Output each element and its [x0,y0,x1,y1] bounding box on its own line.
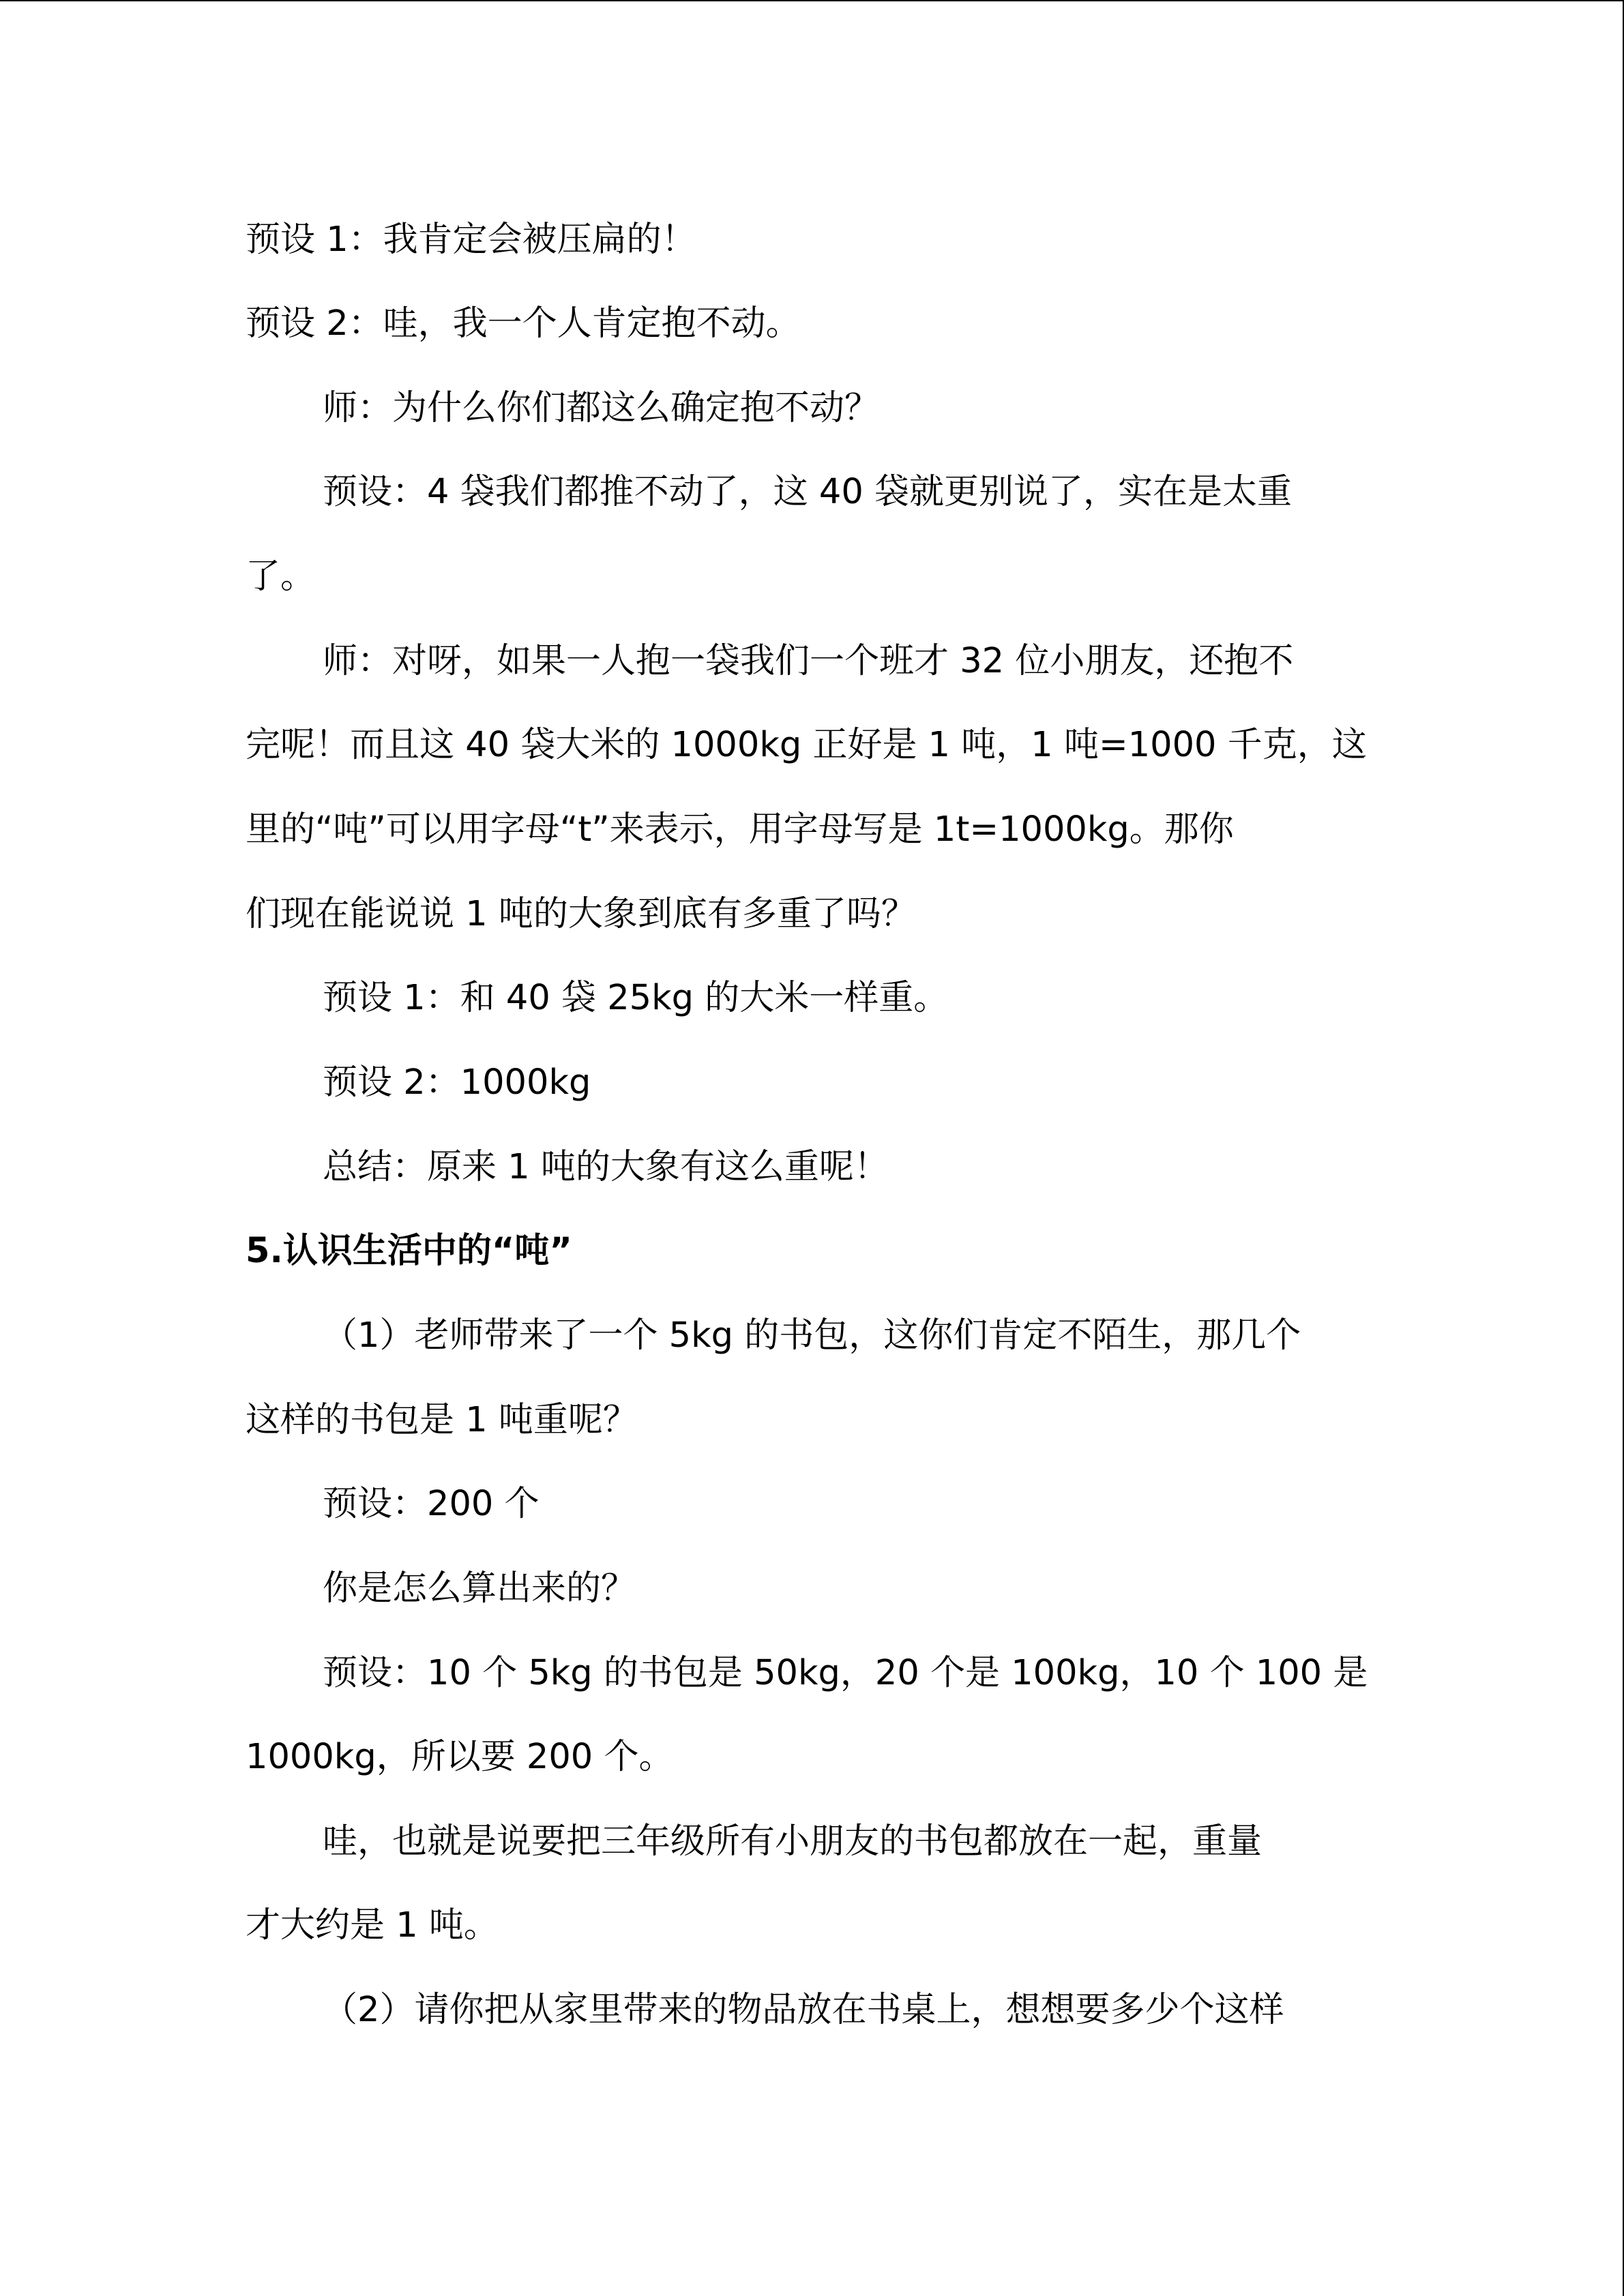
paragraph-line: 哇，也就是说要把三年级所有小朋友的书包都放在一起，重量 [323,1821,1263,1862]
paragraph-line: （2）请你把从家里带来的物品放在书桌上，想想要多少个这样 [323,1990,1284,2030]
paragraph-line: 了。 [246,556,316,597]
paragraph-line: 预设 2：1000kg [323,1062,591,1103]
paragraph-line: 师：为什么你们都这么确定抱不动？ [323,388,880,428]
paragraph-line: 预设 1：和 40 袋 25kg 的大米一样重。 [323,978,949,1018]
paragraph-line: 预设 1：我肯定会被压扁的！ [246,220,696,260]
paragraph-line: 里的“吨”可以用字母“t”来表示，用字母写是 1t=1000kg。那你 [246,809,1234,850]
paragraph-line: 师：对呀，如果一人抱一袋我们一个班才 32 位小朋友，还抱不 [323,641,1294,681]
paragraph-line: 才大约是 1 吨。 [246,1905,499,1945]
paragraph-line: 完呢！而且这 40 袋大米的 1000kg 正好是 1 吨，1 吨=1000 千克，这 [246,725,1367,765]
paragraph-line: 预设：4 袋我们都推不动了，这 40 袋就更别说了，实在是太重 [323,472,1292,512]
paragraph-line: 你是怎么算出来的？ [323,1568,636,1609]
paragraph-line: 预设：10 个 5kg 的书包是 50kg，20 个是 100kg，10 个 100 是 [323,1653,1368,1693]
paragraph-line: 预设 2：哇，我一个人肯定抱不动。 [246,303,801,344]
paragraph-line: 们现在能说说 1 吨的大象到底有多重了吗？ [246,894,916,934]
paragraph-line: 这样的书包是 1 吨重呢？ [246,1400,638,1440]
paragraph-line: （1）老师带来了一个 5kg 的书包，这你们肯定不陌生，那几个 [323,1315,1301,1356]
paragraph-line: 总结：原来 1 吨的大象有这么重呢！ [323,1147,889,1187]
section-heading: 5.认识生活中的“吨” [246,1231,572,1271]
paragraph-line: 预设：200 个 [323,1484,540,1524]
paragraph-line: 1000kg，所以要 200 个。 [246,1737,674,1777]
